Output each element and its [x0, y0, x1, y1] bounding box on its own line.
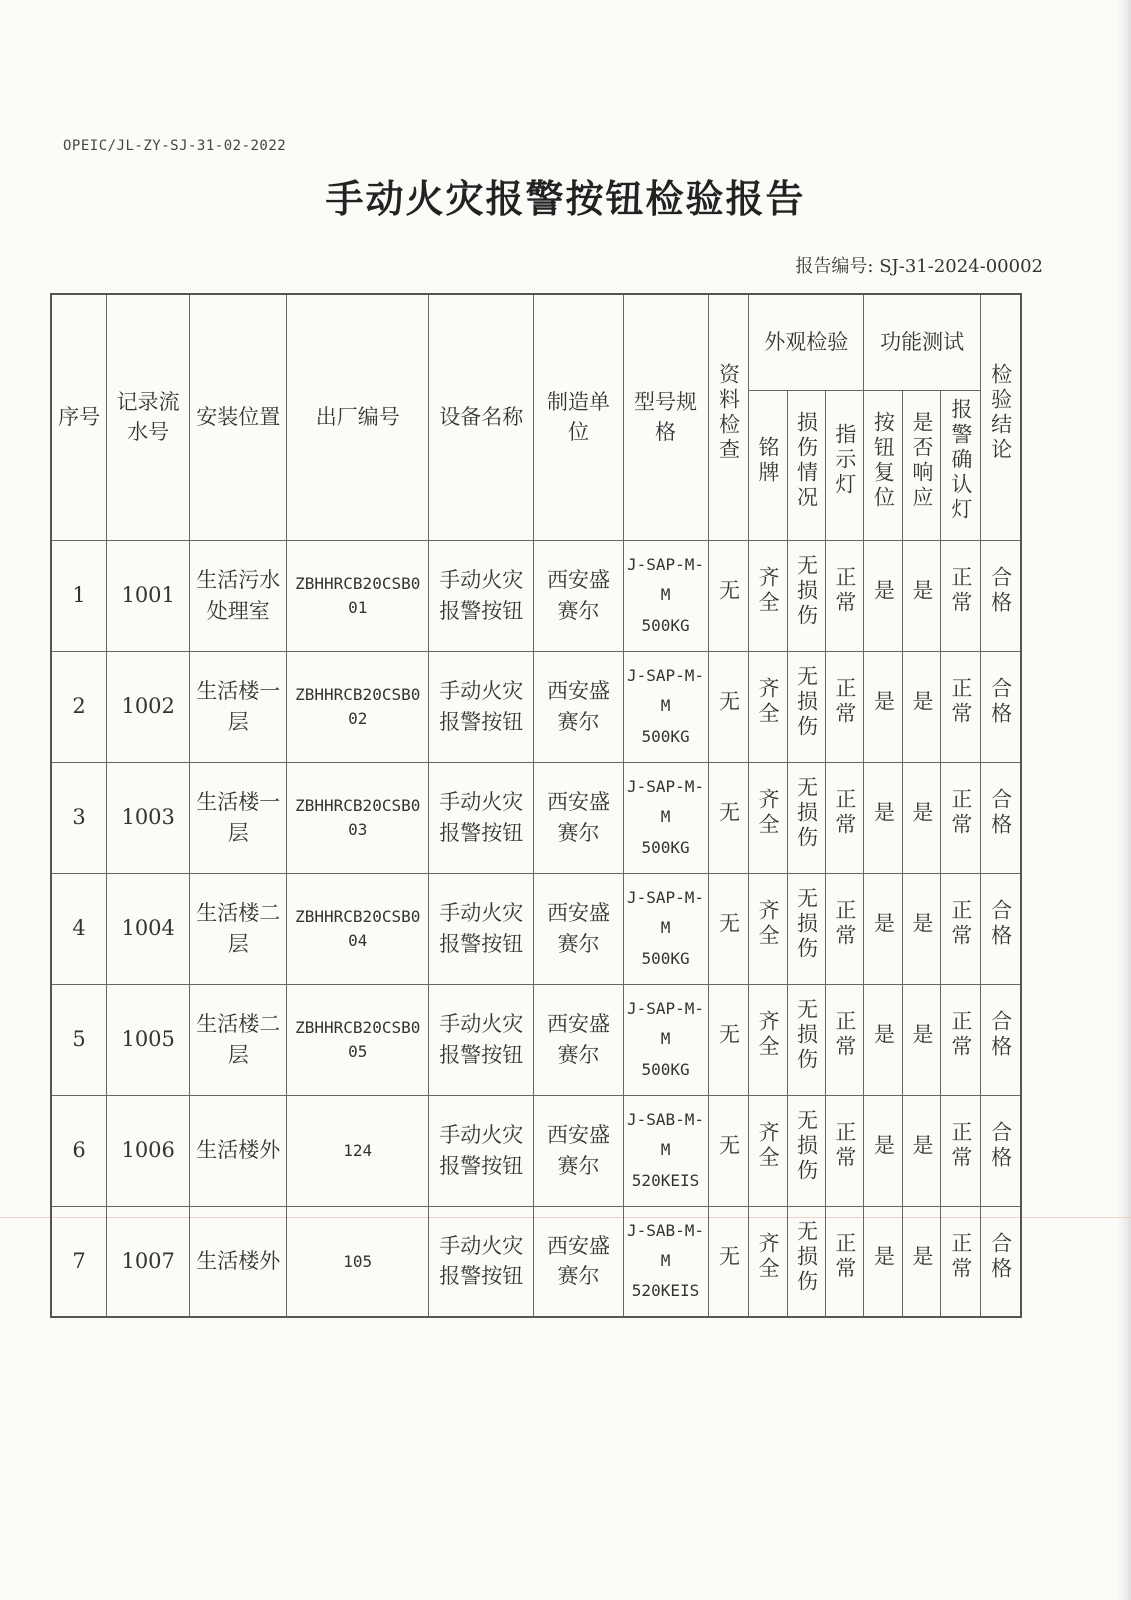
- cell-alarm-confirm-text: 正常: [948, 1121, 973, 1172]
- cell-alarm-confirm-text: 正常: [948, 566, 973, 617]
- cell-button-reset: [864, 762, 902, 873]
- cell-model: [623, 1206, 708, 1317]
- cell-seq: 3: [51, 762, 107, 873]
- cell-doc-check: [708, 1206, 748, 1317]
- cell-alarm-confirm: [941, 762, 981, 873]
- cell-model-line-2: 500KG: [641, 726, 690, 746]
- cell-conclusion-text: 合格: [988, 677, 1013, 728]
- cell-damage: [787, 984, 825, 1095]
- cell-doc-check: [708, 873, 748, 984]
- cell-alarm-confirm-text: 正常: [948, 899, 973, 950]
- cell-nameplate-text: 齐全: [755, 899, 780, 950]
- cell-conclusion: [980, 1206, 1021, 1317]
- cell-device-name: 手动火灾报警按钮: [429, 1206, 534, 1317]
- table-row: [51, 873, 1021, 984]
- cell-indicator-text: 正常: [832, 1232, 857, 1283]
- cell-model: [623, 651, 708, 762]
- header-location: 安装位置: [190, 294, 287, 540]
- cell-nameplate: [749, 873, 787, 984]
- cell-button-reset-text: 是: [871, 1022, 896, 1048]
- table-row: [51, 1095, 1021, 1206]
- cell-indicator: [825, 540, 863, 651]
- cell-response-text: 是: [909, 800, 934, 826]
- cell-conclusion: [980, 873, 1021, 984]
- cell-damage-text: 无损伤: [794, 664, 819, 740]
- header-doc-check-text: 资料检查: [716, 363, 741, 464]
- cell-response-text: 是: [909, 689, 934, 715]
- cell-model-line-2: 500KG: [641, 615, 690, 635]
- inspection-table-wrapper: [50, 293, 1022, 1318]
- report-number: [795, 252, 1043, 278]
- header-manufacturer: 制造单位: [534, 294, 623, 540]
- cell-seq: 7: [51, 1206, 107, 1317]
- cell-conclusion-text: 合格: [988, 899, 1013, 950]
- header-appearance: 外观检验: [749, 294, 864, 390]
- cell-nameplate: [749, 540, 787, 651]
- cell-response-text: 是: [909, 578, 934, 604]
- cell-damage: [787, 873, 825, 984]
- cell-alarm-confirm: [941, 984, 981, 1095]
- cell-indicator-text: 正常: [832, 899, 857, 950]
- cell-doc-check-text: 无: [716, 1244, 741, 1270]
- cell-nameplate: [749, 1206, 787, 1317]
- cell-model: [623, 984, 708, 1095]
- cell-indicator-text: 正常: [832, 566, 857, 617]
- header-conclusion-text: 检验结论: [988, 363, 1013, 464]
- cell-record-no: 1007: [107, 1206, 190, 1317]
- cell-indicator: [825, 1095, 863, 1206]
- cell-conclusion: [980, 762, 1021, 873]
- cell-factory-no: ZBHHRCB20CSB005: [287, 984, 429, 1095]
- cell-response-text: 是: [909, 1244, 934, 1270]
- header-damage: [787, 390, 825, 540]
- cell-button-reset: [864, 540, 902, 651]
- cell-indicator: [825, 1206, 863, 1317]
- cell-factory-no: ZBHHRCB20CSB002: [287, 651, 429, 762]
- cell-conclusion-text: 合格: [988, 1232, 1013, 1283]
- cell-model: [623, 873, 708, 984]
- cell-response: [902, 1206, 940, 1317]
- cell-doc-check-text: 无: [716, 578, 741, 604]
- cell-factory-no: ZBHHRCB20CSB004: [287, 873, 429, 984]
- cell-factory-no: 105: [287, 1206, 429, 1317]
- cell-alarm-confirm: [941, 651, 981, 762]
- cell-damage: [787, 1095, 825, 1206]
- table-row: [51, 540, 1021, 651]
- cell-doc-check: [708, 762, 748, 873]
- header-seq: 序号: [51, 294, 107, 540]
- cell-nameplate-text: 齐全: [755, 677, 780, 728]
- header-damage-text: 损伤情况: [794, 410, 819, 511]
- cell-model-line-2: 500KG: [641, 1059, 690, 1079]
- cell-factory-no: 124: [287, 1095, 429, 1206]
- table-row: [51, 1206, 1021, 1317]
- cell-damage: [787, 762, 825, 873]
- header-conclusion: [980, 294, 1021, 540]
- cell-response: [902, 762, 940, 873]
- header-response: [902, 390, 940, 540]
- header-nameplate-text: 铭牌: [755, 435, 780, 486]
- header-row-1: [51, 294, 1021, 390]
- cell-record-no: 1005: [107, 984, 190, 1095]
- page-title: 手动火灾报警按钮检验报告: [325, 176, 806, 221]
- cell-location: 生活楼一层: [190, 651, 287, 762]
- cell-response: [902, 540, 940, 651]
- cell-conclusion: [980, 651, 1021, 762]
- cell-seq: 4: [51, 873, 107, 984]
- cell-location: 生活楼二层: [190, 984, 287, 1095]
- cell-button-reset-text: 是: [871, 1133, 896, 1159]
- report-number-label: 报告编号:: [795, 256, 874, 277]
- cell-button-reset-text: 是: [871, 578, 896, 604]
- cell-seq: 5: [51, 984, 107, 1095]
- cell-alarm-confirm-text: 正常: [948, 677, 973, 728]
- cell-doc-check: [708, 1095, 748, 1206]
- cell-button-reset: [864, 651, 902, 762]
- cell-model-line-1: J-SAP-M-M: [626, 665, 705, 716]
- cell-nameplate: [749, 762, 787, 873]
- cell-button-reset-text: 是: [871, 911, 896, 937]
- cell-seq: 2: [51, 651, 107, 762]
- cell-location: 生活楼二层: [190, 873, 287, 984]
- header-model: 型号规格: [623, 294, 708, 540]
- cell-model-line-2: 520KEIS: [631, 1170, 700, 1190]
- cell-manufacturer: 西安盛赛尔: [534, 651, 623, 762]
- cell-model-line-2: 500KG: [641, 948, 690, 968]
- cell-record-no: 1004: [107, 873, 190, 984]
- cell-doc-check: [708, 651, 748, 762]
- cell-alarm-confirm-text: 正常: [948, 788, 973, 839]
- cell-indicator-text: 正常: [832, 1010, 857, 1061]
- cell-manufacturer: 西安盛赛尔: [534, 1095, 623, 1206]
- header-doc-check: [708, 294, 748, 540]
- cell-damage-text: 无损伤: [794, 886, 819, 962]
- cell-device-name: 手动火灾报警按钮: [429, 984, 534, 1095]
- cell-damage-text: 无损伤: [794, 1108, 819, 1184]
- cell-nameplate-text: 齐全: [755, 1121, 780, 1172]
- cell-damage-text: 无损伤: [794, 1219, 819, 1295]
- cell-record-no: 1002: [107, 651, 190, 762]
- table-row: [51, 651, 1021, 762]
- cell-button-reset: [864, 1206, 902, 1317]
- cell-nameplate-text: 齐全: [755, 566, 780, 617]
- cell-damage: [787, 651, 825, 762]
- cell-alarm-confirm-text: 正常: [948, 1232, 973, 1283]
- cell-manufacturer: 西安盛赛尔: [534, 540, 623, 651]
- cell-model: [623, 1095, 708, 1206]
- header-button-reset: [864, 390, 902, 540]
- header-record-no: 记录流水号: [107, 294, 190, 540]
- cell-device-name: 手动火灾报警按钮: [429, 1095, 534, 1206]
- cell-location: 生活楼外: [190, 1206, 287, 1317]
- cell-model: [623, 762, 708, 873]
- cell-doc-check-text: 无: [716, 800, 741, 826]
- cell-model-line-1: J-SAP-M-M: [626, 776, 705, 827]
- header-device-name: 设备名称: [429, 294, 534, 540]
- cell-record-no: 1006: [107, 1095, 190, 1206]
- cell-damage: [787, 1206, 825, 1317]
- cell-conclusion: [980, 984, 1021, 1095]
- cell-nameplate: [749, 1095, 787, 1206]
- cell-seq: 1: [51, 540, 107, 651]
- cell-location: 生活楼一层: [190, 762, 287, 873]
- table-row: [51, 762, 1021, 873]
- cell-button-reset-text: 是: [871, 1244, 896, 1270]
- cell-device-name: 手动火灾报警按钮: [429, 873, 534, 984]
- cell-response: [902, 873, 940, 984]
- cell-alarm-confirm: [941, 1206, 981, 1317]
- cell-device-name: 手动火灾报警按钮: [429, 762, 534, 873]
- cell-model-line-1: J-SAP-M-M: [626, 554, 705, 605]
- cell-button-reset: [864, 984, 902, 1095]
- document-code: OPEIC/JL-ZY-SJ-31-02-2022: [63, 138, 287, 154]
- cell-button-reset: [864, 1095, 902, 1206]
- cell-indicator-text: 正常: [832, 1121, 857, 1172]
- cell-location: 生活楼外: [190, 1095, 287, 1206]
- cell-device-name: 手动火灾报警按钮: [429, 651, 534, 762]
- cell-damage-text: 无损伤: [794, 997, 819, 1073]
- cell-nameplate-text: 齐全: [755, 1010, 780, 1061]
- cell-conclusion: [980, 540, 1021, 651]
- cell-indicator: [825, 651, 863, 762]
- cell-response: [902, 984, 940, 1095]
- report-number-value: SJ-31-2024-00002: [879, 256, 1043, 277]
- cell-response: [902, 1095, 940, 1206]
- cell-factory-no: ZBHHRCB20CSB003: [287, 762, 429, 873]
- cell-alarm-confirm: [941, 873, 981, 984]
- cell-conclusion-text: 合格: [988, 566, 1013, 617]
- header-button-reset-text: 按钮复位: [871, 410, 896, 511]
- cell-response-text: 是: [909, 911, 934, 937]
- cell-nameplate: [749, 984, 787, 1095]
- cell-doc-check-text: 无: [716, 689, 741, 715]
- cell-alarm-confirm: [941, 540, 981, 651]
- cell-damage: [787, 540, 825, 651]
- header-response-text: 是否响应: [909, 410, 934, 511]
- cell-model-line-2: 500KG: [641, 837, 690, 857]
- cell-model-line-2: 520KEIS: [631, 1281, 700, 1301]
- cell-model-line-1: J-SAP-M-M: [626, 998, 705, 1049]
- cell-response-text: 是: [909, 1022, 934, 1048]
- cell-damage-text: 无损伤: [794, 553, 819, 629]
- header-nameplate: [749, 390, 787, 540]
- cell-indicator-text: 正常: [832, 677, 857, 728]
- cell-doc-check-text: 无: [716, 911, 741, 937]
- header-factory-no: 出厂编号: [287, 294, 429, 540]
- cell-manufacturer: 西安盛赛尔: [534, 1206, 623, 1317]
- cell-doc-check: [708, 540, 748, 651]
- cell-location: 生活污水处理室: [190, 540, 287, 651]
- cell-conclusion-text: 合格: [988, 788, 1013, 839]
- cell-response: [902, 651, 940, 762]
- cell-manufacturer: 西安盛赛尔: [534, 873, 623, 984]
- header-indicator-text: 指示灯: [832, 423, 857, 499]
- cell-indicator: [825, 762, 863, 873]
- cell-nameplate-text: 齐全: [755, 788, 780, 839]
- cell-doc-check-text: 无: [716, 1022, 741, 1048]
- cell-conclusion-text: 合格: [988, 1121, 1013, 1172]
- cell-seq: 6: [51, 1095, 107, 1206]
- cell-manufacturer: 西安盛赛尔: [534, 762, 623, 873]
- cell-record-no: 1003: [107, 762, 190, 873]
- cell-manufacturer: 西安盛赛尔: [534, 984, 623, 1095]
- cell-doc-check-text: 无: [716, 1133, 741, 1159]
- cell-indicator: [825, 873, 863, 984]
- cell-alarm-confirm-text: 正常: [948, 1010, 973, 1061]
- cell-conclusion: [980, 1095, 1021, 1206]
- cell-damage-text: 无损伤: [794, 775, 819, 851]
- header-alarm-confirm-text: 报警确认灯: [948, 398, 973, 524]
- cell-indicator-text: 正常: [832, 788, 857, 839]
- cell-conclusion-text: 合格: [988, 1010, 1013, 1061]
- cell-doc-check: [708, 984, 748, 1095]
- cell-model: [623, 540, 708, 651]
- cell-indicator: [825, 984, 863, 1095]
- table-body: [51, 540, 1021, 1317]
- cell-model-line-1: J-SAP-M-M: [626, 887, 705, 938]
- scan-edge: [1117, 0, 1131, 1600]
- cell-nameplate-text: 齐全: [755, 1232, 780, 1283]
- cell-nameplate: [749, 651, 787, 762]
- cell-button-reset-text: 是: [871, 689, 896, 715]
- table-row: [51, 984, 1021, 1095]
- header-indicator: [825, 390, 863, 540]
- header-function: 功能测试: [864, 294, 980, 390]
- inspection-table: [50, 293, 1022, 1318]
- header-alarm-confirm: [941, 390, 981, 540]
- cell-response-text: 是: [909, 1133, 934, 1159]
- cell-device-name: 手动火灾报警按钮: [429, 540, 534, 651]
- cell-record-no: 1001: [107, 540, 190, 651]
- cell-button-reset: [864, 873, 902, 984]
- cell-factory-no: ZBHHRCB20CSB001: [287, 540, 429, 651]
- cell-alarm-confirm: [941, 1095, 981, 1206]
- cell-model-line-1: J-SAB-M-M: [626, 1220, 705, 1271]
- cell-model-line-1: J-SAB-M-M: [626, 1109, 705, 1160]
- cell-button-reset-text: 是: [871, 800, 896, 826]
